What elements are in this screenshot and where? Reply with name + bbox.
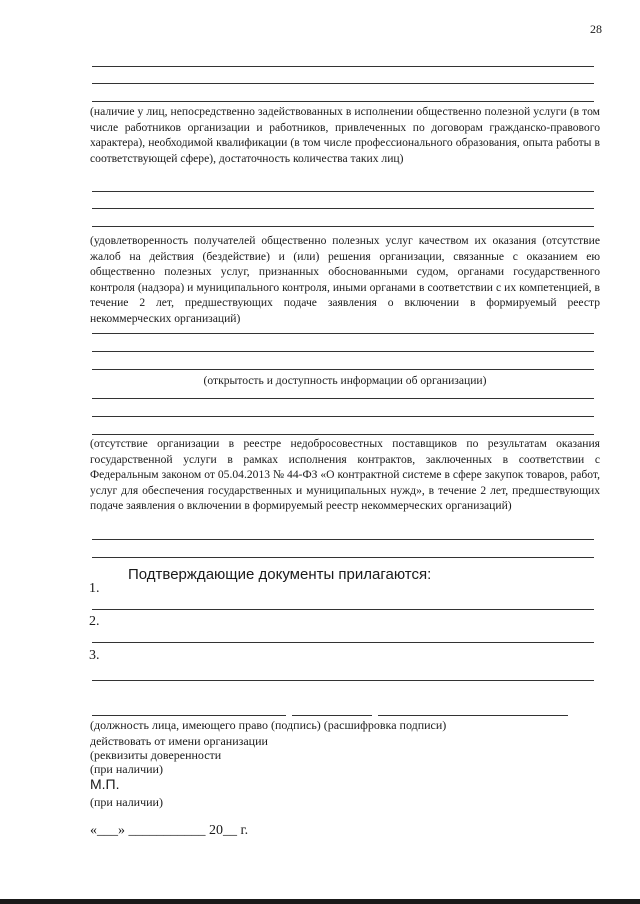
blank-line bbox=[92, 416, 594, 417]
blank-line bbox=[92, 191, 594, 192]
blank-line bbox=[92, 208, 594, 209]
registry-caption: (отсутствие организации в реестре недобросовестных поставщиков по результатам оказания государственной услуги в рамках исполнения контрактов, заключенных в соответствии с Федеральным законом от 05.04.2013 № 44-ФЗ «О контрактной системе в сфере закупок товаров, работ, услуг для обеспечения государственных и муниципальных нужд», в течение 2 лет, предшествующих подаче заявления о включении в формируемый реестр некоммерческих организаций) bbox=[90, 437, 600, 513]
blank-line bbox=[92, 369, 594, 370]
blank-line bbox=[92, 83, 594, 84]
position-line bbox=[92, 715, 286, 716]
satisfaction-caption: (удовлетворенность получателей общественно полезных услуг качеством их оказания (отсутствие жалоб на действия (бездействие) и (или) решения организации, связанные с оказанием ею общественно полезных услуг, признанных обоснованными судом, органами государственного контроля (надзора) и муниципального контроля, иными органами в соответствии с их компетенцией, в течение 2 лет, предшествующих подаче заявления о включении в формируемый реестр некоммерческих организаций) bbox=[90, 234, 600, 325]
openness-caption: (открытость и доступность информации об организации) bbox=[203, 374, 487, 387]
blank-line bbox=[92, 351, 594, 352]
blank-line bbox=[92, 66, 594, 67]
signature-line bbox=[292, 715, 372, 716]
blank-line bbox=[92, 333, 594, 334]
blank-line bbox=[92, 434, 594, 435]
document-item-line bbox=[92, 680, 594, 681]
blank-line bbox=[92, 398, 594, 399]
seal-note: (при наличии) bbox=[90, 795, 163, 809]
document-item-line bbox=[92, 609, 594, 610]
document-item-number: 3. bbox=[89, 648, 100, 663]
blank-line bbox=[92, 101, 594, 102]
document-item-number: 1. bbox=[89, 581, 100, 596]
blank-line bbox=[92, 557, 594, 558]
signature-transcript-line bbox=[378, 715, 568, 716]
signature-caption: (должность лица, имеющего право (подпись) (расшифровка подписи) bbox=[90, 718, 447, 732]
page-number: 28 bbox=[590, 22, 602, 36]
scan-edge bbox=[0, 899, 640, 904]
documents-heading: Подтверждающие документы прилагаются: bbox=[128, 566, 432, 583]
date-field: «___» ___________ 20__ г. bbox=[90, 823, 249, 838]
document-item-number: 2. bbox=[89, 614, 100, 629]
staff-qualification-caption: (наличие у лиц, непосредственно задействованных в исполнении общественно полезной услуги (в том числе работников организации и работников, привлеченных по договорам гражданско-правового характера), необходимой квалификации (в том числе профессионального образования, опыта работы в соответствующей сфере), достаточность количества таких лиц) bbox=[90, 105, 600, 165]
power-of-attorney-line: (реквизиты доверенности bbox=[90, 748, 222, 762]
blank-line bbox=[92, 226, 594, 227]
document-item-line bbox=[92, 642, 594, 643]
if-available-note: (при наличии) bbox=[90, 762, 163, 776]
blank-line bbox=[92, 539, 594, 540]
seal-place: М.П. bbox=[90, 776, 120, 792]
signature-authority-line: действовать от имени организации bbox=[90, 734, 268, 748]
